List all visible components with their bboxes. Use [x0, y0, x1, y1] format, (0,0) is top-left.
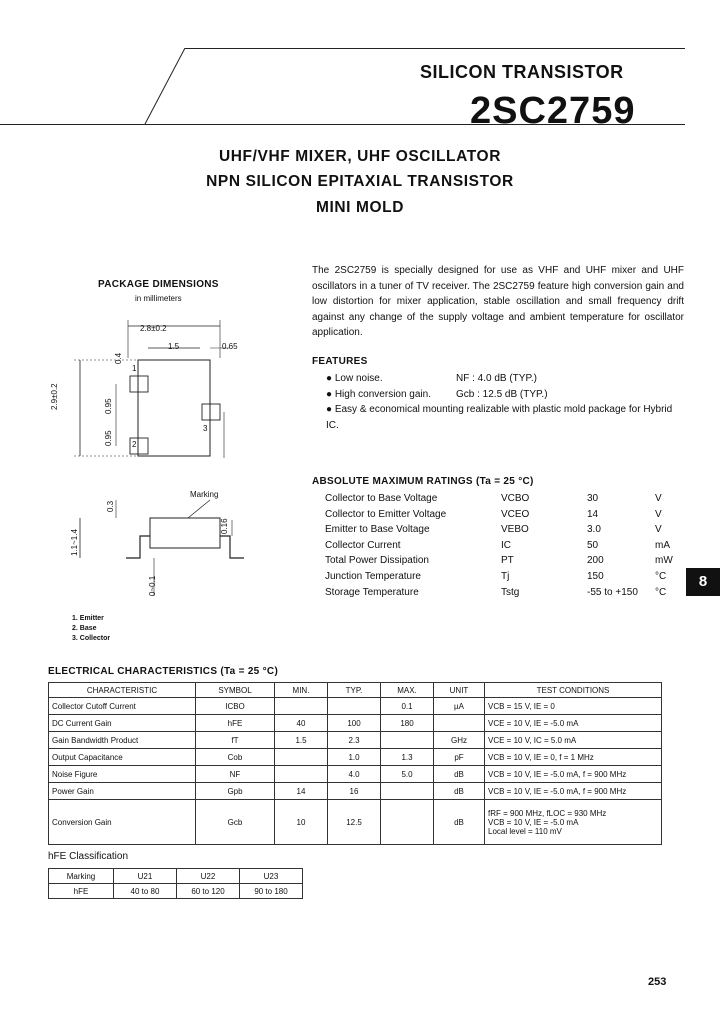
elec-cell-sym: Gcb — [196, 800, 275, 845]
abs-max-val: 200 — [587, 555, 604, 567]
pin-label-2: 2 — [132, 440, 137, 449]
elec-cell-unit: GHz — [434, 732, 485, 749]
elec-cell-max: 180 — [381, 715, 434, 732]
hfe-h0: Marking — [49, 869, 114, 884]
subtitle-line3: MINI MOLD — [315, 199, 405, 216]
abs-max-unit: V — [655, 493, 662, 504]
col-max: MAX. — [381, 683, 434, 698]
pin-collector: 3. Collector — [72, 635, 111, 642]
elec-cell-min — [275, 698, 328, 715]
hfe-table — [48, 868, 303, 899]
hfe-header-row — [49, 869, 303, 884]
elec-cell-min: 10 — [275, 800, 328, 845]
elec-cell-sym: Cob — [196, 749, 275, 766]
elec-cell-max — [381, 800, 434, 845]
elec-cell-cond: VCB = 10 V, IE = -5.0 mA, f = 900 MHz — [485, 783, 662, 800]
abs-max-param: Collector Current — [325, 539, 401, 551]
dim-s: 0~0.1 — [148, 575, 157, 596]
abs-max-val: 3.0 — [587, 524, 601, 536]
elec-table — [48, 682, 662, 845]
elec-cell-unit — [434, 715, 485, 732]
abs-max-sym: Tstg — [501, 586, 520, 598]
elec-cell-typ — [328, 698, 381, 715]
subtitle-line2: NPN SILICON EPITAXIAL TRANSISTOR — [206, 173, 514, 190]
elec-cell-max: 1.3 — [381, 749, 434, 766]
page-number: 253 — [648, 976, 667, 988]
elec-cell-max: 5.0 — [381, 766, 434, 783]
abs-max-param: Total Power Dissipation — [325, 555, 429, 567]
elec-cell-unit: pF — [434, 749, 485, 766]
col-min: MIN. — [275, 683, 328, 698]
elec-row — [49, 715, 662, 732]
elec-row — [49, 749, 662, 766]
elec-row — [49, 732, 662, 749]
abs-max-sym: VEBO — [501, 524, 529, 536]
abs-max-val: 30 — [587, 493, 599, 504]
elec-cell-unit: µA — [434, 698, 485, 715]
abs-max-unit: mW — [655, 555, 673, 567]
elec-cell-typ: 16 — [328, 783, 381, 800]
feature-item: ● High conversion gain. Gcb : 12.5 dB (TYP.) — [326, 388, 548, 400]
dim-pitch1: 0.95 — [104, 398, 113, 414]
elec-cell-cond — [485, 800, 662, 845]
elec-cell-ch: Power Gain — [49, 783, 196, 800]
elec-cell-unit: dB — [434, 800, 485, 845]
abs-max-unit: °C — [655, 571, 667, 582]
features-title: FEATURES — [312, 356, 368, 367]
abs-max-unit: V — [655, 508, 662, 520]
abs-max-param: Storage Temperature — [325, 586, 419, 598]
elec-cell-ch: DC Current Gain — [49, 715, 196, 732]
elec-cell-sym: Gpb — [196, 783, 275, 800]
pin-base: 2. Base — [72, 625, 97, 632]
conversion-condition: VCB = 10 V, IE = -5.0 mA — [488, 817, 579, 827]
dim-width: 2.8±0.2 — [140, 324, 167, 333]
elec-cell-cond: VCB = 15 V, IE = 0 — [485, 698, 662, 715]
col-symbol: SYMBOL — [196, 683, 275, 698]
marking-label: Marking — [190, 490, 219, 499]
abs-max-sym: PT — [501, 555, 514, 567]
elec-header-row — [49, 683, 662, 698]
dim-t1: 0.3 — [106, 500, 115, 512]
hfe-value-row — [49, 884, 303, 899]
package-unit: in millimeters — [135, 294, 182, 303]
hfe-v3: 90 to 180 — [240, 884, 303, 899]
abs-max-param: Emitter to Base Voltage — [325, 524, 430, 536]
elec-cell-typ: 2.3 — [328, 732, 381, 749]
abs-max-param: Collector to Emitter Voltage — [325, 508, 447, 520]
elec-cell-ch: Noise Figure — [49, 766, 196, 783]
subtitle-line1: UHF/VHF MIXER, UHF OSCILLATOR — [218, 148, 502, 165]
elec-cell-ch: Conversion Gain — [49, 800, 196, 845]
elec-cell-cond: VCB = 10 V, IE = 0, f = 1 MHz — [485, 749, 662, 766]
elec-cell-cond: VCE = 10 V, IE = -5.0 mA — [485, 715, 662, 732]
elec-cell-typ: 100 — [328, 715, 381, 732]
abs-max-val: -55 to +150 — [587, 586, 638, 598]
col-unit: UNIT — [434, 683, 485, 698]
abs-max-sym: Tj — [501, 571, 510, 582]
hfe-v2: 60 to 120 — [177, 884, 240, 899]
elec-cell-ch: Gain Bandwidth Product — [49, 732, 196, 749]
pin-list — [72, 614, 110, 644]
elec-cell-cond: VCB = 10 V, IE = -5.0 mA, f = 900 MHz — [485, 766, 662, 783]
package-side-view-drawing — [70, 496, 250, 606]
abs-max-unit: °C — [655, 586, 667, 598]
package-title: PACKAGE DIMENSIONS — [98, 279, 219, 290]
abs-max-param: Junction Temperature — [325, 571, 421, 582]
elec-cell-typ: 12.5 — [328, 800, 381, 845]
elec-cell-min: 1.5 — [275, 732, 328, 749]
abs-max-sym: IC — [501, 539, 511, 551]
dim-t2: 0.16 — [220, 518, 229, 534]
elec-cell-min: 14 — [275, 783, 328, 800]
abs-max-sym: VCBO — [501, 493, 530, 504]
elec-cell-ch: Output Capacitance — [49, 749, 196, 766]
elec-cell-sym: NF — [196, 766, 275, 783]
abs-max-param: Collector to Base Voltage — [325, 493, 438, 504]
elec-cell-min: 40 — [275, 715, 328, 732]
elec-cell-sym: ICBO — [196, 698, 275, 715]
dim-height: 2.9±0.2 — [50, 383, 59, 410]
description: The 2SC2759 is specially designed for use as VHF and UHF mixer and UHF oscillators in a tuner of TV receiver. The 2SC2759 feature high conversion gain and low distortion for mixer application, stable oscillation and small frequency drift against any change of the supply voltage and ambient temperature for oscillator application. — [312, 265, 684, 338]
feature-item: ● Easy & economical mounting realizable with plastic mold package for Hybrid IC. — [326, 404, 673, 431]
elec-cell-sym: fT — [196, 732, 275, 749]
hfe-title: hFE Classification — [48, 851, 129, 862]
elec-cell-max: 0.1 — [381, 698, 434, 715]
elec-cell-max — [381, 783, 434, 800]
pin-label-1: 1 — [132, 364, 137, 373]
elec-cell-typ: 4.0 — [328, 766, 381, 783]
col-conditions: TEST CONDITIONS — [485, 683, 662, 698]
package-top-view-drawing — [70, 318, 250, 468]
elec-row — [49, 766, 662, 783]
section-tab: 8 — [686, 568, 720, 596]
elec-cell-ch: Collector Cutoff Current — [49, 698, 196, 715]
abs-max-unit: mA — [655, 539, 670, 551]
pin-label-3: 3 — [203, 424, 208, 433]
elec-cell-min — [275, 766, 328, 783]
abs-max-sym: VCEO — [501, 508, 530, 520]
conversion-condition: Local level = 110 mV — [488, 826, 562, 836]
hfe-h2: U22 — [177, 869, 240, 884]
header-slant — [140, 48, 190, 128]
hfe-v0: hFE — [49, 884, 114, 899]
abs-max-unit: V — [655, 524, 662, 536]
elec-cell-unit: dB — [434, 766, 485, 783]
feature-item: ● Low noise. NF : 4.0 dB (TYP.) — [326, 373, 537, 384]
abs-max-val: 14 — [587, 508, 599, 520]
hfe-v1: 40 to 80 — [114, 884, 177, 899]
dim-lead-w: 0.4 — [114, 352, 123, 364]
dim-inner: 1.5 — [168, 342, 180, 351]
elec-cell-typ: 1.0 — [328, 749, 381, 766]
elec-cell-max — [381, 732, 434, 749]
features-list — [326, 371, 686, 433]
abs-max-val: 150 — [587, 571, 604, 582]
pin-emitter: 1. Emitter — [72, 615, 104, 622]
col-typ: TYP. — [328, 683, 381, 698]
dim-pitch2: 0.95 — [104, 430, 113, 446]
category-label: SILICON TRANSISTOR — [420, 62, 624, 82]
bullet-icon: ● — [326, 388, 335, 400]
hfe-h3: U23 — [240, 869, 303, 884]
col-characteristic: CHARACTERISTIC — [49, 683, 196, 698]
abs-max-title: ABSOLUTE MAXIMUM RATINGS (Ta = 25 °C) — [312, 476, 534, 487]
hfe-h1: U21 — [114, 869, 177, 884]
elec-row — [49, 783, 662, 800]
elec-cell-sym: hFE — [196, 715, 275, 732]
elec-cell-cond: VCE = 10 V, IC = 5.0 mA — [485, 732, 662, 749]
elec-cell-unit: dB — [434, 783, 485, 800]
dim-h: 1.1~1.4 — [70, 529, 79, 556]
elec-row — [49, 698, 662, 715]
part-number: 2SC2759 — [470, 90, 636, 132]
bullet-icon: ● — [326, 373, 335, 384]
conversion-condition: fRF = 900 MHz, fLOC = 930 MHz — [488, 808, 607, 818]
bullet-icon: ● — [326, 404, 335, 415]
abs-max-val: 50 — [587, 539, 599, 551]
elec-title: ELECTRICAL CHARACTERISTICS (Ta = 25 °C) — [48, 666, 279, 677]
elec-row-conversion — [49, 800, 662, 845]
elec-cell-min — [275, 749, 328, 766]
dim-lead: 0.65 — [222, 342, 238, 351]
header-rule-top — [185, 48, 685, 49]
